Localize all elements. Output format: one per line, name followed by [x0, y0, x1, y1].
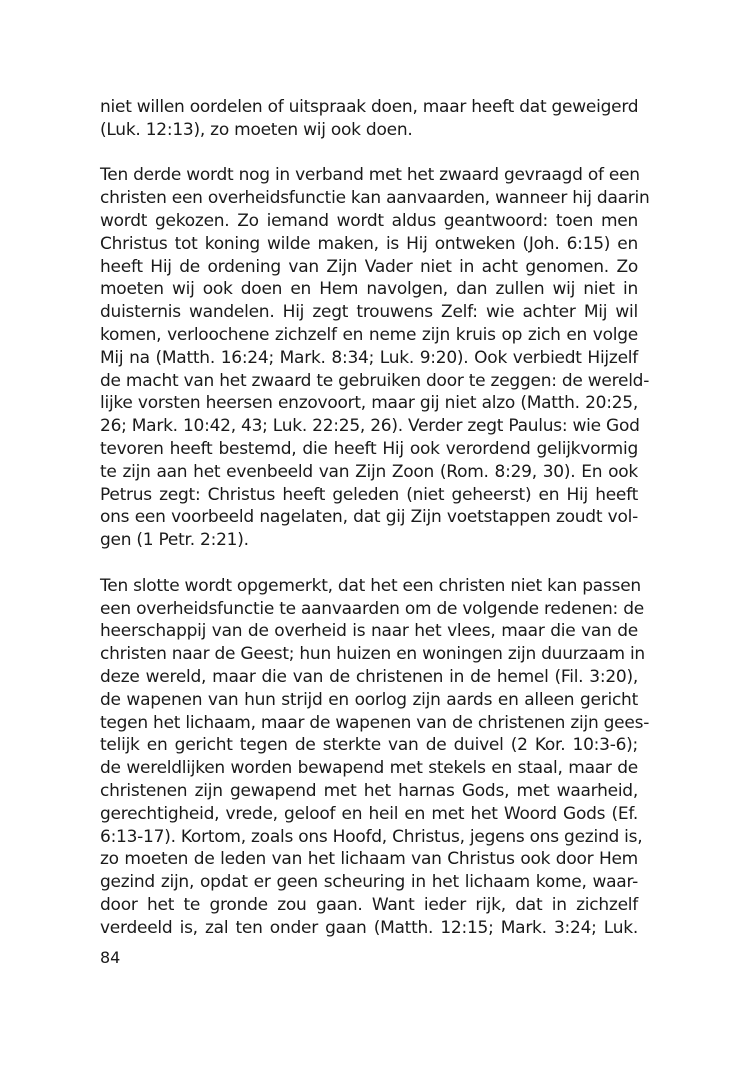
text-line: ons een voorbeeld nagelaten, dat gij Zijn voetstappen zoudt vol- — [100, 507, 638, 528]
text-line: tegen het lichaam, maar de wapenen van de christenen zijn gees- — [100, 712, 650, 733]
paragraph-gap — [100, 552, 638, 575]
text-line: wordt gekozen. Zo iemand wordt aldus geantwoord: toen men — [100, 210, 638, 231]
text-line: christenen zijn gewapend met het harnas Gods, met waarheid, — [100, 780, 638, 801]
text-line: 26; Mark. 10:42, 43; Luk. 22:25, 26). Verder zegt Paulus: wie God — [100, 416, 640, 437]
text-line: gezind zijn, opdat er geen scheuring in het lichaam kome, waar- — [100, 872, 638, 893]
text-line: (Luk. 12:13), zo moeten wij ook doen. — [100, 119, 413, 140]
text-line: Petrus zegt: Christus heeft geleden (niet geheerst) en Hij heeft — [100, 484, 638, 505]
paragraph-1 — [100, 96, 638, 142]
paragraph-3 — [100, 575, 650, 940]
paragraph-2 — [100, 164, 650, 552]
text-line: christen naar de Geest; hun huizen en woningen zijn duurzaam in — [100, 644, 645, 665]
text-line: moeten wij ook doen en Hem navolgen, dan zullen wij niet in — [100, 279, 638, 300]
text-line: Ten slotte wordt opgemerkt, dat het een christen niet kan passen — [100, 575, 641, 596]
text-line: telijk en gericht tegen de sterkte van de duivel (2 Kor. 10:3-6); — [100, 735, 638, 756]
text-line: zo moeten de leden van het lichaam van Christus ook door Hem — [100, 849, 638, 870]
text-line: Ten derde wordt nog in verband met het zwaard gevraagd of een — [100, 165, 640, 186]
text-line: gerechtigheid, vrede, geloof en heil en met het Woord Gods (Ef. — [100, 803, 638, 824]
text-line: de macht van het zwaard te gebruiken door te zeggen: de wereld- — [100, 370, 650, 391]
text-line: 6:13-17). Kortom, zoals ons Hoofd, Christus, jegens ons gezind is, — [100, 826, 643, 847]
body-text — [100, 96, 650, 939]
text-line: heerschappij van de overheid is naar het vlees, maar die van de — [100, 621, 638, 642]
text-line: tevoren heeft bestemd, die heeft Hij ook verordend gelijkvormig — [100, 438, 638, 459]
text-line: duisternis wandelen. Hij zegt trouwens Zelf: wie achter Mij wil — [100, 302, 638, 323]
text-line: de wapenen van hun strijd en oorlog zijn aards en alleen gericht — [100, 689, 638, 710]
text-line: Mij na (Matth. 16:24; Mark. 8:34; Luk. 9:20). Ook verbiedt Hijzelf — [100, 347, 638, 368]
text-line: heeft Hij de ordening van Zijn Vader niet in acht genomen. Zo — [100, 256, 638, 277]
text-line: komen, verloochene zichzelf en neme zijn kruis op zich en volge — [100, 324, 638, 345]
text-line: deze wereld, maar die van de christenen in de hemel (Fil. 3:20), — [100, 666, 638, 687]
text-line: lijke vorsten heersen enzovoort, maar gij niet alzo (Matth. 20:25, — [100, 393, 638, 414]
text-line: door het te gronde zou gaan. Want ieder rijk, dat in zichzelf — [100, 894, 638, 915]
text-line: verdeeld is, zal ten onder gaan (Matth. 12:15; Mark. 3:24; Luk. — [100, 917, 638, 938]
text-line: Christus tot koning wilde maken, is Hij ontweken (Joh. 6:15) en — [100, 233, 638, 254]
page-number: 84 — [100, 948, 121, 967]
text-line: te zijn aan het evenbeeld van Zijn Zoon (Rom. 8:29, 30). En ook — [100, 461, 638, 482]
text-line: niet willen oordelen of uitspraak doen, maar heeft dat geweigerd — [100, 97, 639, 117]
text-line: een overheidsfunctie te aanvaarden om de volgende redenen: de — [100, 598, 644, 619]
text-line: de wereldlijken worden bewapend met stekels en staal, maar de — [100, 758, 638, 779]
text-line: christen een overheidsfunctie kan aanvaarden, wanneer hij daarin — [100, 188, 650, 209]
paragraph-gap — [100, 142, 638, 165]
text-line: gen (1 Petr. 2:21). — [100, 530, 249, 551]
